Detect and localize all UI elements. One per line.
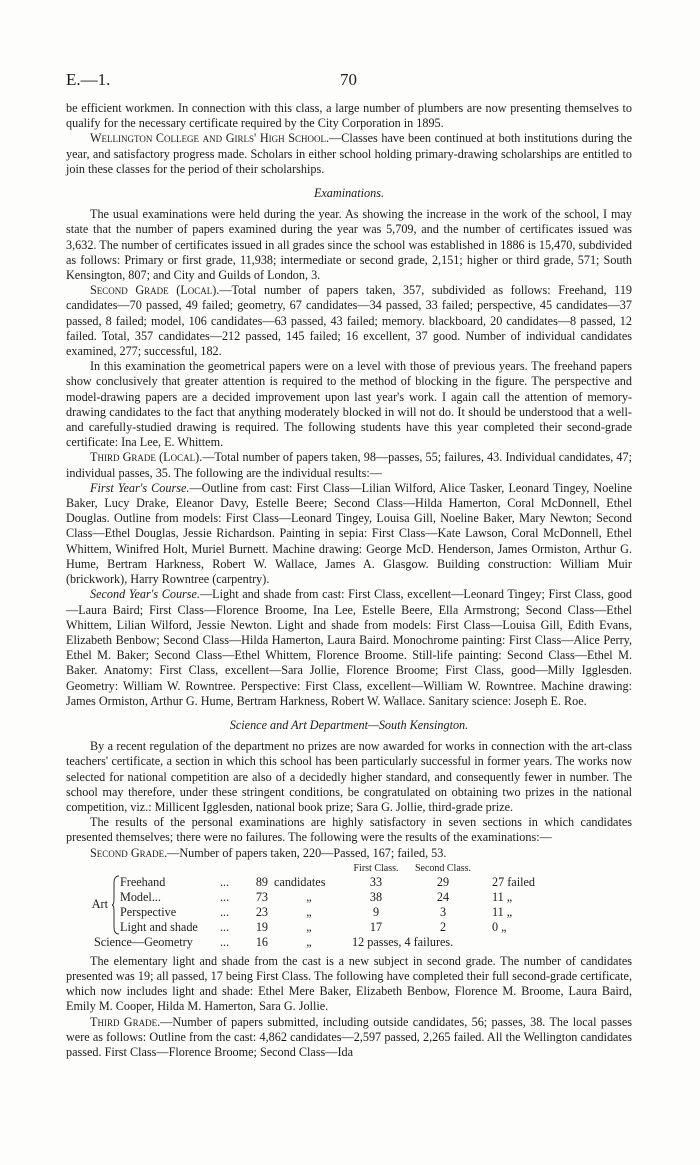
subject: Science—Geometry	[94, 934, 193, 949]
paragraph	[66, 283, 632, 359]
unit: „	[306, 904, 312, 919]
failed: 11 „	[492, 889, 513, 904]
table-row	[66, 935, 548, 950]
body-text	[66, 101, 632, 1060]
paragraph-lead: First Year's Course.	[90, 480, 190, 495]
second-class: 3	[439, 904, 447, 919]
paragraph: be efficient workmen. In connection with this class, a large number of plumbers are now presenting themselves to qualify for the necessary certificate required by the City Corporation in 1895.	[66, 101, 632, 131]
paragraph-lead: Third Grade (Local).	[90, 450, 203, 465]
page-reference: E.—1.	[66, 70, 111, 89]
paragraph	[66, 481, 632, 587]
table-row	[66, 905, 548, 920]
first-class: 9	[372, 904, 380, 919]
subject: Perspective	[120, 904, 177, 919]
paragraph: By a recent regulation of the department no prizes are now awarded for works in connection with the art-class teachers' certificate, a section in which this school has been particularly successful in former years. The works now selected for national competition are also of a decidedly higher standard, and consequently fewer in number. The school may therefore, under these stringent conditions, be congratulated on obtaining two prizes in the national competition, viz.: Millicent Igglesden, national book prize; Sara G. Jollie, third-grade prize.	[66, 739, 632, 814]
subject: Freehand	[120, 874, 166, 889]
first-class: 33	[369, 874, 383, 889]
unit: „	[306, 919, 312, 934]
table-row	[66, 890, 548, 905]
paragraph-text: —Total number of papers taken, 357, subdivided as follows: Freehand, 119 candidates—70 passed, 49 failed; geometry, 67 candidates—34 passed, 33 failed; perspective, 45 candidates—37 passed, 8 failed; model, 106 candidates—63 passed, 43 failed; memory. blackboard, 20 candidates—8 passed, 12 failed. Total, 357 candidates—212 passed, 145 failed; 16 excellent, 37 good. Number of individual candidates examined, 277; successful, 182.	[66, 283, 633, 359]
paragraph-lead: Second Grade.	[90, 845, 168, 860]
summary: 12 passes, 4 failures.	[352, 934, 454, 949]
second-class: 24	[436, 889, 450, 904]
col-second-class: Second Class.	[414, 862, 472, 874]
col-first-class: First Class.	[353, 862, 399, 874]
subject: Light and shade	[120, 919, 198, 934]
subject: Model...	[120, 889, 161, 904]
dots: ...	[220, 919, 230, 934]
paragraph	[66, 450, 632, 480]
table-row	[66, 920, 548, 935]
count: 19	[255, 919, 268, 934]
group-label: Art	[91, 897, 108, 912]
paragraph-lead: Second Grade (Local).	[90, 283, 220, 298]
failed: 11 „	[492, 904, 513, 919]
paragraph-text: —Number of papers taken, 220—Passed, 167; failed, 53.	[167, 845, 447, 860]
paragraph	[66, 846, 632, 861]
paragraph-text: —Total number of papers taken, 98—passes, 55; failures, 43. Individual candidates, 47; individual passes, 35. The following are the individual results:—	[66, 450, 632, 480]
paragraph: The elementary light and shade from the cast is a new subject in second grade. The number of candidates presented was 19; all passed, 17 being First Class. The following have completed their full second-grade certificate, which now includes light and shade: Ethel Mere Baker, Elizabeth Benbow, Florence M. Broome, Laura Baird, Emily M. Cooper, Hilda M. Hamerton, Sara G. Jollie.	[66, 953, 632, 1014]
paragraph-text: —Number of papers submitted, including outside candidates, 56; passes, 38. The local passes were as follows: Outline from the cast: 4,862 candidates—2,597 passed, 2,265 failed. All the Wellington candidates passed. First Class—Florence Broome; Second Class—Ida	[66, 1014, 632, 1059]
unit: candidates	[274, 874, 326, 889]
unit: „	[306, 889, 312, 904]
unit: „	[306, 934, 312, 949]
failed: 27 failed	[492, 874, 535, 889]
paragraph-text: —Classes have been continued at both institutions during the year, and satisfactory progress made. Scholars in either school holding primary-drawing scholarships are entitled to join these classes for the period of their scholarships.	[66, 131, 632, 176]
count: 89	[255, 874, 268, 889]
table-row	[66, 875, 548, 890]
results-table	[66, 863, 548, 950]
paragraph: The results of the personal examinations are highly satisfactory in seven sections in which candidates presented themselves; there were no failures. The following were the results of the examinations:—	[66, 815, 632, 845]
count: 23	[255, 904, 268, 919]
paragraph-lead: Wellington College and Girls' High School.	[90, 131, 330, 146]
dots: ...	[220, 934, 230, 949]
count: 16	[255, 934, 268, 949]
page-number: 70	[340, 70, 357, 89]
paragraph: In this examination the geometrical papers were on a level with those of previous years. The freehand papers show conclusively that greater attention is required to the method of blocking in the figure. The perspective and model-drawing papers are a decided improvement upon last year's work. I again call the attention of memory-drawing candidates to the fact that anything moderately blocked in will not do. It should be understood that a well- and carefully-studied drawing is required. The following students have this year completed their second-grade certificate: Ina Lee, E. Whittem.	[66, 359, 632, 450]
section-heading: Science and Art Department—South Kensington.	[229, 717, 469, 732]
table-header-row	[66, 863, 548, 875]
paragraph-text: —Outline from cast: First Class—Lilian Wilford, Alice Tasker, Leonard Tingey, Noeline Baker, Lucy Drake, Eleanor Davy, Estelle Beere; Second Class—Hilda Hamerton, Coral McDonnell, Ethel Douglas. Outline from models: First Class—Leonard Tingey, Louisa Gill, Noeline Baker, Mary Newton; Second Class—Ethel Douglas, Jessie Richardson. Painting in sepia: First Class—Kate Lawson, Coral McDonnell, Ethel Whittem, Winifred Holt, Muriel Burnett. Machine drawing: George McD. Henderson, James Ormiston, Arthur G. Hume, Bertram Harkness, Robert W. Wallace, James A. Glasgow. Building construction: William Muir (brickwork), Harry Rowntree (carpentry).	[66, 480, 633, 587]
paragraph-text: —Light and shade from cast: First Class, excellent—Leonard Tingey; First Class, good—Laura Baird; First Class—Florence Broome, Ina Lee, Estelle Beere, Ella Armstrong; Second Class—Ethel Whittem, Lilian Wilford, Jessie Newton. Light and shade from models: First Class—Louisa Gill, Edith Evans, Elizabeth Benbow; Second Class—Hilda Hamerton, Laura Baird. Monochrome painting: First Class—Alice Perry, Ethel M. Baker; Second Class—Ethel Whittem, Florence Broome. Still-life painting: Second Class—Ethel M. Baker. Anatomy: First Class, excellent—Sara Jollie, Florence Broome; First Class, good—Milly Igglesden. Geometry: William W. Rowntree. Perspective: First Class, excellent—William W. Rowntree. Machine drawing: James Ormiston, Arthur G. Hume, Bertram Harkness, Robert W. Wallace. Sanitary science: Joseph E. Roe.	[66, 587, 632, 708]
first-class: 38	[369, 889, 383, 904]
first-class: 17	[369, 919, 383, 934]
paragraph-lead: Third Grade.	[90, 1014, 161, 1029]
paragraph-lead: Second Year's Course.	[90, 587, 200, 602]
count: 73	[255, 889, 268, 904]
paragraph: The usual examinations were held during the year. As showing the increase in the work of the school, I may state that the number of papers examined during the year was 5,709, and the number of certificates issued was 3,632. The number of certificates issued in all grades since the school was established in 1886 is 15,470, subdivided as follows: Primary or first grade, 11,938; intermediate or second grade, 2,151; higher or third grade, 571; South Kensington, 807; and City and Guilds of London, 3.	[66, 207, 632, 283]
second-class: 29	[436, 874, 450, 889]
paragraph	[66, 587, 632, 709]
second-class: 2	[439, 919, 447, 934]
section-heading: Examinations.	[313, 186, 385, 201]
paragraph	[66, 131, 632, 177]
dots: ...	[220, 874, 230, 889]
brace-icon	[112, 875, 120, 935]
dots: ...	[220, 904, 230, 919]
dots: ...	[220, 889, 230, 904]
paragraph	[66, 1015, 632, 1061]
failed: 0 „	[492, 919, 507, 934]
